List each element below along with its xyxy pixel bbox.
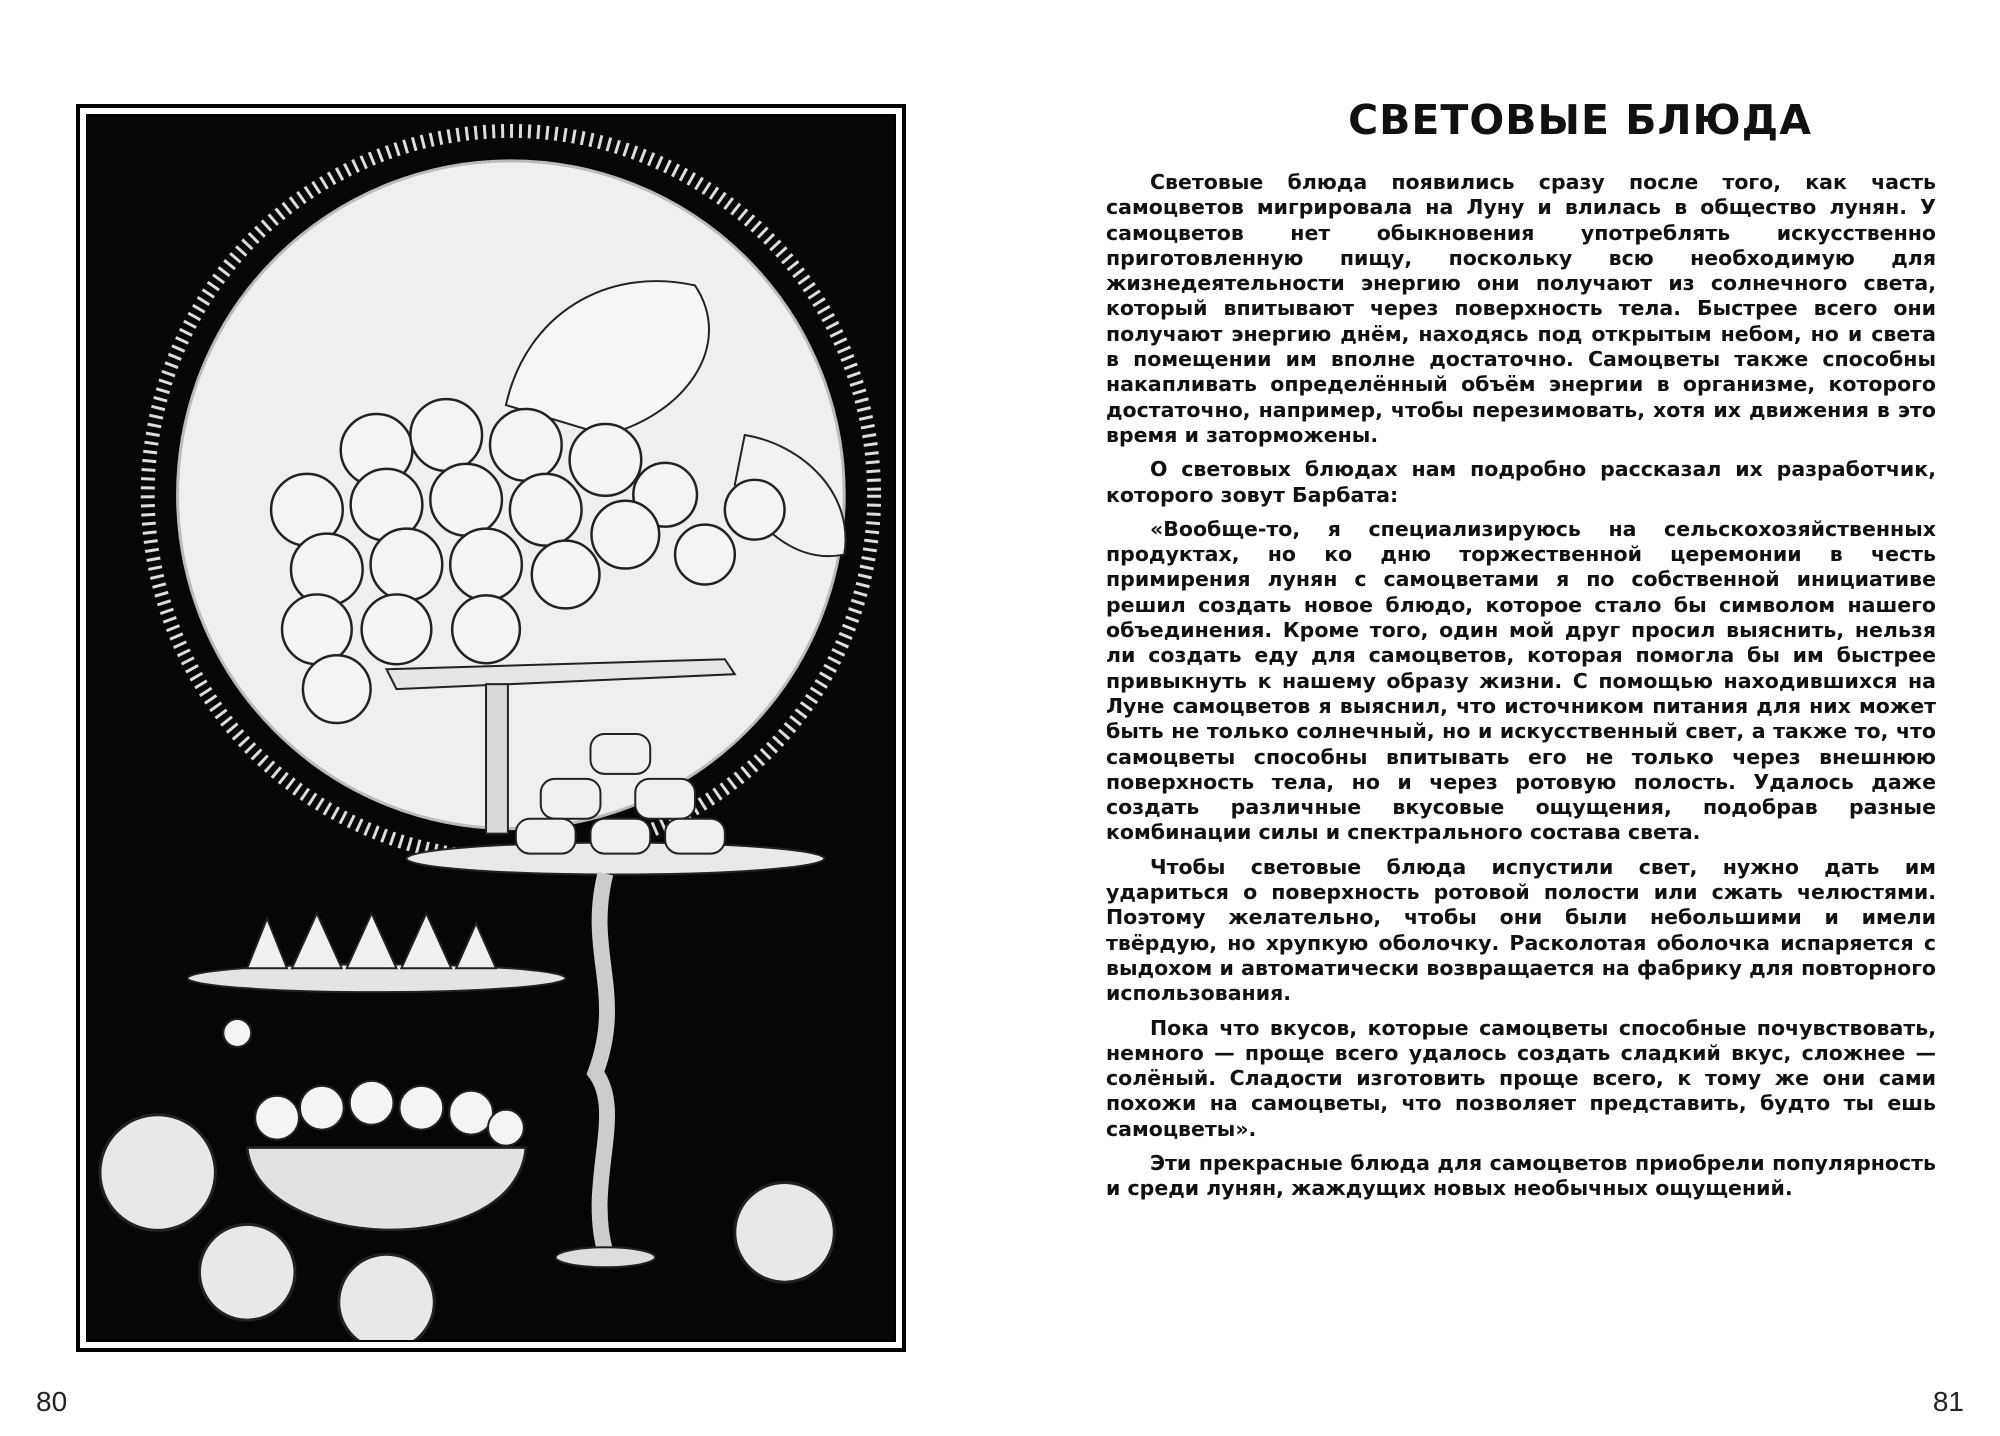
meringues bbox=[247, 913, 496, 968]
candy-bowl bbox=[247, 1148, 526, 1230]
page-number-left: 80 bbox=[36, 1386, 68, 1417]
paragraph: Пока что вкусов, которые самоцветы способные почувствовать, немного — проще всего удалось создать сладкий вкус, сложнее — солёный. Сладости изготовить проще всего, к тому же они сами похожи на самоцветы, что позволяет представить, будто ты ешь самоцветы». bbox=[1106, 1015, 1936, 1141]
page-title: СВЕТОВЫЕ БЛЮДА bbox=[1348, 96, 1812, 144]
page-number-right: 81 bbox=[1932, 1386, 1964, 1417]
paragraph: Эти прекрасные блюда для самоцветов приобрели популярность и среди лунян, жаждущих новых необычных ощущений. bbox=[1106, 1150, 1936, 1201]
article-body bbox=[1106, 170, 1936, 1211]
cake-stand-stem bbox=[486, 684, 508, 834]
tall-stand-stem bbox=[595, 874, 607, 1253]
illustration bbox=[86, 114, 896, 1342]
paragraph: О световых блюдах нам подробно рассказал их разработчик, которого зовут Барбата: bbox=[1106, 457, 1936, 507]
right-page bbox=[1000, 0, 2000, 1436]
illustration-frame bbox=[76, 104, 906, 1352]
bowl-candies bbox=[223, 1019, 524, 1146]
paragraph: Световые блюда появились сразу после того, как часть самоцветов мигрировала на Луну и влилась в общество лунян. У самоцветов нет обыкновения употреблять искусственно приготовленную пищу, поскольку всю необходимую для жизнедеятельности энергию они получают из солнечного света, который впитывают через поверхность тела. Быстрее всего они получают энергию днём, находясь под открытым небом, но и света в помещении им вполне достаточно. Самоцветы также способны накапливать определённый объём энергии в организме, которого достаточно, например, чтобы перезимовать, хотя их движения в это время и заторможены. bbox=[1106, 170, 1936, 447]
paragraph: «Вообще-то, я специализируюсь на сельскохозяйственных продуктах, но ко дню торжественной церемонии в честь примирения лунян с самоцветами я по собственной инициативе решил создать новое блюдо, которое стало бы символом нашего объединения. Кроме того, один мой друг просил выяснить, нельзя ли создать еду для самоцветов, которая помогла бы им быстрее привыкнуть к нашему образу жизни. С помощью находившихся на Луне самоцветов я выяснил, что источником питания для них может быть не только солнечный, но и искусственный свет, а также то, что самоцветы способны впитывать его не только через внешнюю поверхность тела, но и через ротовую полость. Удалось даже создать различные вкусовые ощущения, подобрав разные комбинации силы и спектрального состава света. bbox=[1106, 516, 1936, 845]
paragraph: Чтобы световые блюда испустили свет, нужно дать им удариться о поверхность ротовой полости или сжать челюстями. Поэтому желательно, чтобы они были небольшими и имели твёрдую, но хрупкую оболочку. Расколотая оболочка испаряется с выдохом и автоматически возвращается на фабрику для повторного использования. bbox=[1106, 854, 1936, 1006]
illustration-drawing bbox=[88, 116, 894, 1340]
